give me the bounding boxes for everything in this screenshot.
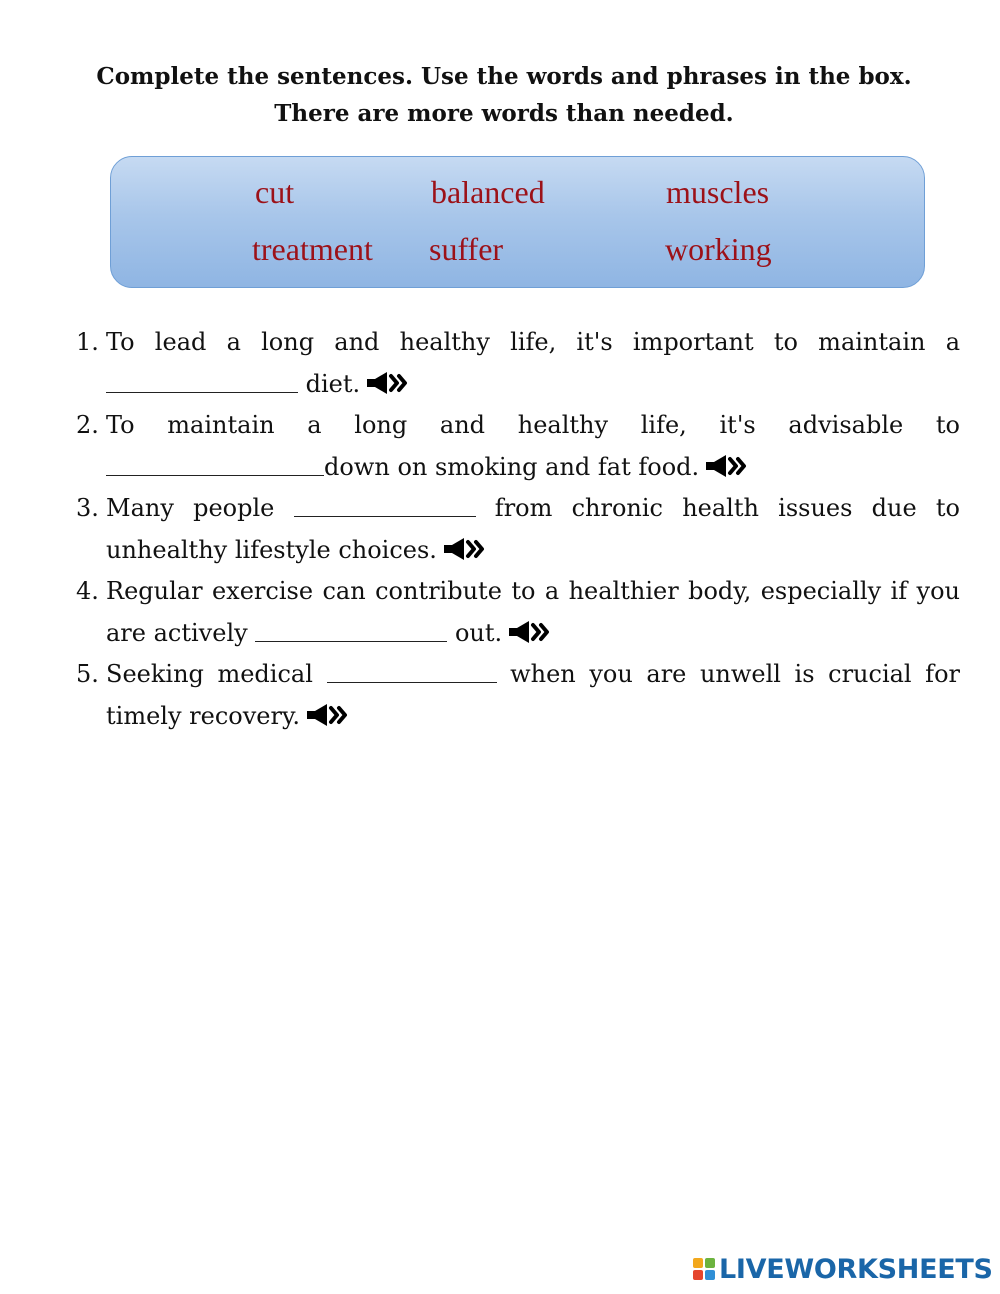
question-text-before: To maintain a long and healthy life, it's advisable to: [106, 411, 960, 439]
question-text-after: diet.: [298, 369, 361, 398]
liveworksheets-logo-icon: [692, 1257, 716, 1281]
word-cut: cut: [255, 174, 295, 210]
question-number: 1.: [76, 328, 99, 356]
answer-blank-2[interactable]: [106, 453, 324, 476]
question-2: [76, 405, 960, 488]
answer-blank-3[interactable]: [294, 494, 476, 517]
question-number: 3.: [76, 494, 99, 522]
instructions-line-1: Complete the sentences. Use the words and phrases in the box.: [96, 63, 912, 90]
question-text-before: Seeking medical: [106, 660, 313, 688]
question-text-after: when you are unwell is crucial for timely recovery.: [106, 660, 960, 730]
question-text: [106, 654, 960, 737]
question-3: [76, 488, 960, 571]
instructions-line-2: There are more words than needed.: [274, 100, 734, 127]
instructions: [0, 58, 1000, 132]
speaker-icon[interactable]: [366, 371, 412, 395]
question-text-before: Regular exercise can contribute to a healthier body, especially if you are actively: [106, 577, 960, 647]
word-muscles: muscles: [666, 174, 770, 210]
question-text: [106, 571, 960, 654]
question-text-after: from chronic health issues due to unhealthy lifestyle choices.: [106, 494, 960, 564]
question-text: [106, 405, 960, 488]
answer-blank-5[interactable]: [327, 660, 497, 683]
question-4: [76, 571, 960, 654]
answer-blank-4[interactable]: [255, 619, 447, 642]
liveworksheets-brand: LIVEWORKSHEETS: [719, 1253, 993, 1285]
question-text-after: down on smoking and fat food.: [324, 452, 700, 481]
question-number: 2.: [76, 411, 99, 439]
question-5: [76, 654, 960, 737]
word-box: [110, 156, 925, 288]
word-working: working: [665, 231, 772, 267]
speaker-icon[interactable]: [508, 620, 554, 644]
answer-blank-1[interactable]: [106, 370, 298, 393]
question-list: [76, 322, 960, 737]
word-treatment: treatment: [252, 231, 373, 267]
word-suffer: suffer: [429, 231, 504, 267]
word-balanced: balanced: [431, 174, 545, 210]
question-text: [106, 488, 960, 571]
question-1: [76, 322, 960, 405]
liveworksheets-logo: [692, 1252, 993, 1286]
question-number: 4.: [76, 577, 99, 605]
speaker-icon[interactable]: [705, 454, 751, 478]
question-text-before: Many people: [106, 494, 275, 522]
question-text-before: To lead a long and healthy life, it's important to maintain a: [106, 328, 960, 356]
speaker-icon[interactable]: [443, 537, 489, 561]
question-text: [106, 322, 960, 405]
speaker-icon[interactable]: [306, 703, 352, 727]
question-number: 5.: [76, 660, 99, 688]
question-text-after: out.: [447, 618, 503, 647]
